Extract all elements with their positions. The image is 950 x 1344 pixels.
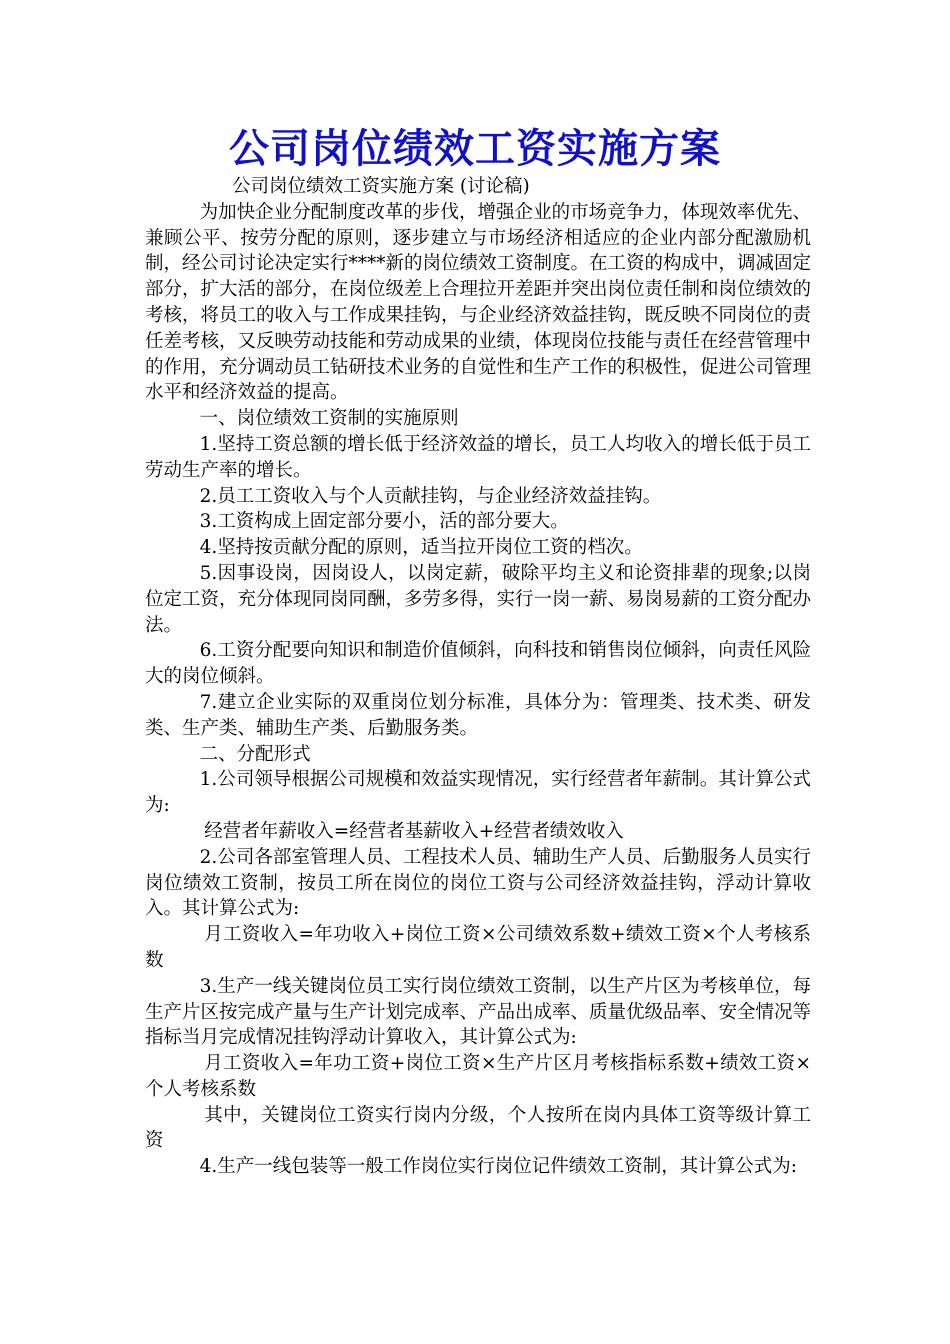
distribution-item-3: 3.生产一线关键岗位员工实行岗位绩效工资制，以生产片区为考核单位，每生产片区按完成产量与生产计划完成率、产品出成率、质量优级品率、安全情况等指标当月完成情况挂钩浮动计算收入，其计算公式为:: [145, 975, 812, 1049]
principle-item-4: 4.坚持按贡献分配的原则，适当拉开岗位工资的档次。: [199, 537, 643, 559]
section-heading-distribution: 二、分配形式: [199, 743, 311, 765]
document-subtitle: 公司岗位绩效工资实施方案 (讨论稿): [231, 176, 530, 197]
principle-item-7: 7.建立企业实际的双重岗位划分标准，具体分为：管理类、技术类、研发类、生产类、辅助生产类、后勤服务类。: [145, 691, 811, 739]
principle-item-2: 2.员工工资收入与个人贡献挂钩，与企业经济效益挂钩。: [199, 485, 662, 507]
formula-monthly-salary-staff: 月工资收入=年功收入+岗位工资×公司绩效系数+绩效工资×个人考核系数: [145, 924, 811, 971]
distribution-item-4: 4.生产一线包装等一般工作岗位实行岗位记件绩效工资制，其计算公式为:: [199, 1156, 797, 1178]
formula-monthly-salary-production: 月工资收入=年功工资+岗位工资×生产片区月考核指标系数+绩效工资×个人考核系数: [145, 1053, 811, 1100]
formula-executive-salary: 经营者年薪收入=经营者基薪收入+经营者绩效收入: [204, 820, 624, 842]
document-body: [145, 174, 811, 1180]
principle-item-1: 1.坚持工资总额的增长低于经济效益的增长，员工人均收入的增长低于员工劳动生产率的增长。: [145, 433, 811, 481]
principle-item-6: 6.工资分配要向知识和制造价值倾斜，向科技和销售岗位倾斜，向责任风险大的岗位倾斜。: [145, 640, 811, 688]
section-heading-principles: 一、岗位绩效工资制的实施原则: [199, 408, 459, 430]
document-title: 公司岗位绩效工资实施方案: [229, 125, 721, 172]
distribution-item-1: 1.公司领导根据公司规模和效益实现情况，实行经营者年薪制。其计算公式为:: [145, 769, 811, 817]
distribution-item-3-note: 其中，关键岗位工资实行岗内分级，个人按所在岗内具体工资等级计算工资: [145, 1104, 811, 1152]
distribution-item-2: 2.公司各部室管理人员、工程技术人员、辅助生产人员、后勤服务人员实行岗位绩效工资制，按员工所在岗位的岗位工资与公司经济效益挂钩，浮动计算收入。其计算公式为:: [145, 846, 811, 920]
principle-item-5: 5.因事设岗，因岗设人，以岗定薪，破除平均主义和论资排辈的现象;以岗位定工资，充分体现同岗同酬，多劳多得，实行一岗一薪、易岗易薪的工资分配办法。: [145, 562, 812, 636]
intro-paragraph: 为加快企业分配制度改革的步伐，增强企业的市场竞争力，体现效率优先、兼顾公平、按劳分配的原则，逐步建立与市场经济相适应的企业内部分配激励机制，经公司讨论决定实行****新的岗位绩效工资制度。在工资的构成中，调减固定部分，扩大活的部分，在岗位级差上合理拉开差距并突出岗位责任制和岗位绩效的考核，将员工的收入与工作成果挂钩，与企业经济效益挂钩，既反映不同岗位的责任差考核，又反映劳动技能和劳动成果的业绩，体现岗位技能与责任在经营管理中的作用，充分调动员工钻研技术业务的自觉性和生产工作的积极性，促进公司管理水平和经济效益的提高。: [145, 201, 812, 404]
principle-item-3: 3.工资构成上固定部分要小，活的部分要大。: [199, 511, 569, 533]
